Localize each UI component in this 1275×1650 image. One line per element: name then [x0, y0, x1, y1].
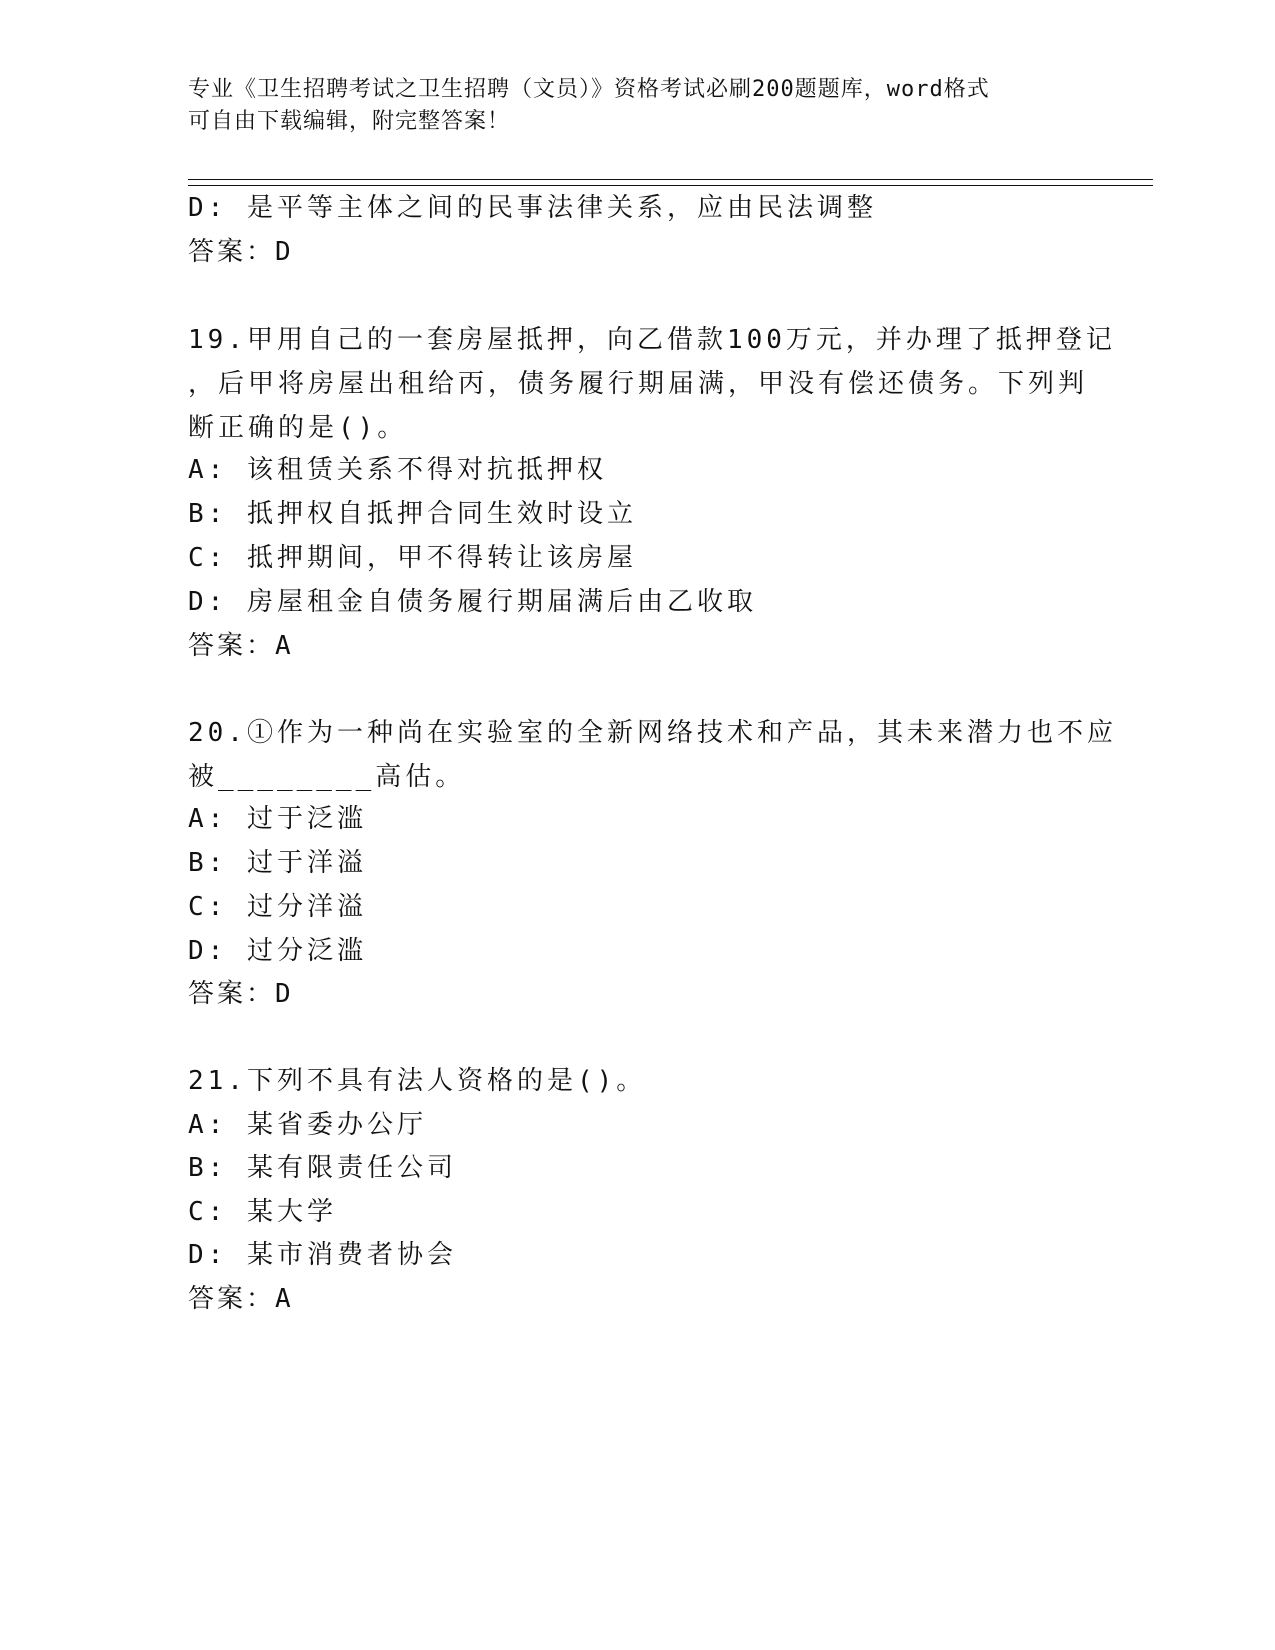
q18-answer: 答案：D [188, 237, 294, 267]
q21-option-d: D: 某市消费者协会 [188, 1240, 457, 1270]
q19-stem-line-1: 19.甲用自己的一套房屋抵押，向乙借款100万元，并办理了抵押登记 [188, 325, 1116, 355]
q20-option-b: B: 过于洋溢 [188, 848, 367, 878]
header-divider-top [188, 179, 1153, 180]
q18-option-d: D: 是平等主体之间的民事法律关系，应由民法调整 [188, 193, 877, 223]
q20-option-d: D: 过分泛滥 [188, 936, 367, 966]
q20-option-a: A: 过于泛滥 [188, 804, 367, 834]
q19-stem-line-2: ，后甲将房屋出租给丙，债务履行期届满，甲没有偿还债务。下列判 [188, 369, 1089, 399]
q20-answer: 答案：D [188, 979, 294, 1009]
document-header [188, 74, 1068, 138]
q20-stem-line-2: 被________高估。 [188, 762, 466, 792]
q21-option-b: B: 某有限责任公司 [188, 1153, 457, 1183]
q19-answer: 答案：A [188, 631, 294, 661]
q21-option-c: C: 某大学 [188, 1197, 337, 1227]
q19-option-b: B: 抵押权自抵押合同生效时设立 [188, 499, 637, 529]
q19-option-d: D: 房屋租金自债务履行期届满后由乙收取 [188, 587, 757, 617]
q19-option-a: A: 该租赁关系不得对抗抵押权 [188, 455, 607, 485]
q19-option-c: C: 抵押期间，甲不得转让该房屋 [188, 543, 637, 573]
q20-option-c: C: 过分洋溢 [188, 892, 367, 922]
q21-option-a: A: 某省委办公厅 [188, 1110, 427, 1140]
q21-stem-line-1: 21.下列不具有法人资格的是()。 [188, 1066, 647, 1096]
q20-stem-line-1: 20.①作为一种尚在实验室的全新网络技术和产品，其未来潜力也不应 [188, 718, 1117, 748]
q21-answer: 答案：A [188, 1284, 294, 1314]
header-divider-bottom [188, 185, 1153, 186]
q19-stem-line-3: 断正确的是()。 [188, 413, 408, 443]
header-title-line-2: 可自由下载编辑，附完整答案！ [188, 109, 511, 134]
header-title-line-1: 专业《卫生招聘考试之卫生招聘（文员）》资格考试必刷200题题库，word格式 [188, 77, 990, 102]
